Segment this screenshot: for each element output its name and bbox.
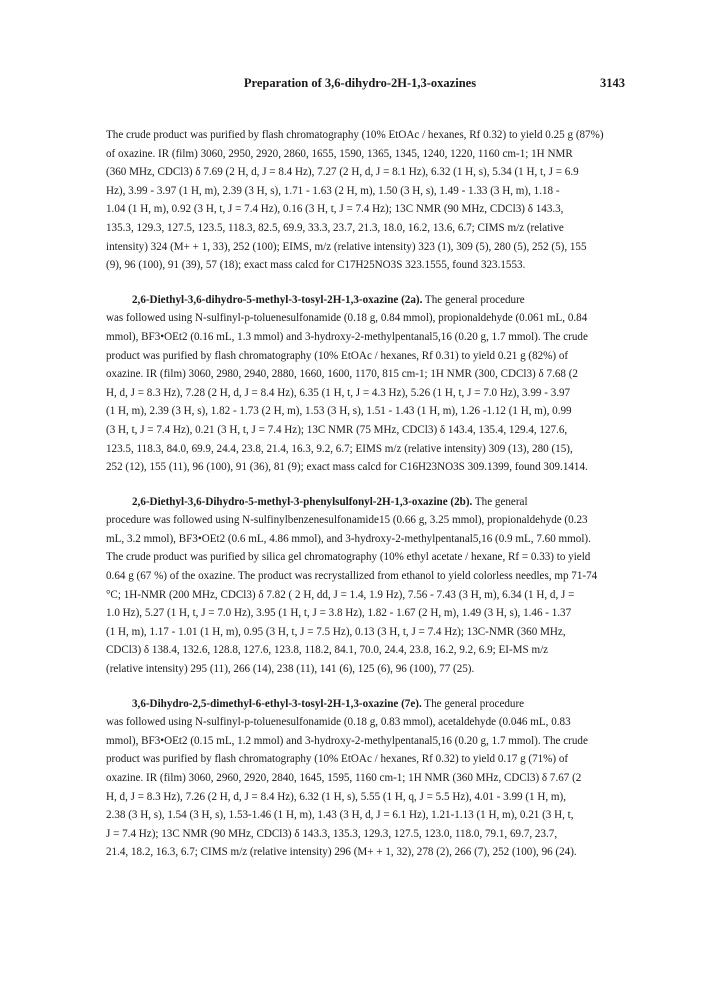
text-line: was followed using N-sulfinyl-p-toluenesulfonamide (0.18 g, 0.83 mmol), acetaldehyde (0.046 mL, 0.83 bbox=[106, 716, 571, 729]
text-line: CDCl3) δ 138.4, 132.6, 128.8, 127.6, 123.8, 118.2, 84.1, 70.0, 24.4, 23.8, 16.2, 9.2, 6.9; EI-MS m/z bbox=[106, 644, 549, 657]
text-line: intensity) 324 (M+ + 1, 33), 252 (100); EIMS, m/z (relative intensity) 323 (1), 309 (5), 280 (5), 252 (5), 155 bbox=[106, 240, 587, 253]
text-line: 1.0 Hz), 5.27 (1 H, t, J = 7.0 Hz), 3.95 (1 H, t, J = 3.8 Hz), 1.82 - 1.67 (2 H, m), 1.49 (3 H, s), 1.46 - 1.37 bbox=[106, 607, 572, 620]
text-line: 123.5, 118.3, 84.0, 69.9, 24.4, 23.8, 21.4, 16.3, 9.2, 6.7; EIMS m/z (relative intensity) 309 (13), 280 (15), bbox=[106, 442, 573, 455]
text-line: of oxazine. IR (film) 3060, 2950, 2920, 2860, 1655, 1590, 1365, 1345, 1240, 1220, 1160 cm-1; 1H NMR bbox=[106, 147, 573, 160]
text-line: H, d, J = 8.3 Hz), 7.26 (2 H, d, J = 8.4 Hz), 6.32 (1 H, s), 5.55 (1 H, q, J = 5.5 Hz), 4.01 - 3.99 (1 H, m), bbox=[106, 790, 567, 803]
text-line: 135.3, 129.3, 127.5, 123.5, 118.3, 82.5, 69.9, 33.3, 23.7, 21.3, 18.0, 16.2, 13.6, 6.7; CIMS m/z (relative bbox=[106, 221, 564, 234]
text-line: mL, 3.2 mmol), BF3•OEt2 (0.6 mL, 4.86 mmol), and 3-hydroxy-2-methylpentanal5,16 (0.9 mL, 7.60 mmol). bbox=[106, 532, 591, 545]
text-line: oxazine. IR (film) 3060, 2960, 2920, 2840, 1645, 1595, 1160 cm-1; 1H NMR (360 MHz, CDCl3) δ 7.67 (2 bbox=[106, 772, 582, 784]
compound-heading: 2,6-Diethyl-3,6-dihydro-5-methyl-3-tosyl-2H-1,3-oxazine (2a). bbox=[132, 293, 423, 306]
text-line: (1 H, m), 2.39 (3 H, s), 1.82 - 1.73 (2 H, m), 1.53 (3 H, s), 1.51 - 1.43 (1 H, m), 1.26 -1.12 (1 H, m), 0.99 bbox=[106, 405, 572, 418]
text-line: (relative intensity) 295 (11), 266 (14), 238 (11), 141 (6), 125 (6), 96 (100), 77 (25). bbox=[106, 663, 475, 676]
text-line: Hz), 3.99 - 3.97 (1 H, m), 2.39 (3 H, s), 1.71 - 1.63 (2 H, m), 1.50 (3 H, s), 1.49 - 1.33 (3 H, m), 1.18 - bbox=[106, 184, 560, 197]
text-line: H, d, J = 8.3 Hz), 7.28 (2 H, d, J = 8.4 Hz), 6.35 (1 H, t, J = 4.3 Hz), 5.26 (1 H, t, J = 7.0 Hz), 3.99 - 3.97 bbox=[106, 386, 571, 399]
text-line: 252 (12), 155 (11), 96 (100), 91 (36), 81 (9); exact mass calcd for C16H23NO3S 309.1399, found 309.1414. bbox=[106, 461, 588, 474]
text-line: product was purified by flash chromatography (10% EtOAc / hexanes, Rf 0.31) to yield 0.21 g (82%) of bbox=[106, 349, 569, 362]
text-line: 0.64 g (67 %) of the oxazine. The product was recrystallized from ethanol to yield colorless needles, mp 71-74 bbox=[106, 570, 598, 583]
main-text bbox=[106, 126, 636, 862]
text-fragment: The general procedure bbox=[421, 697, 525, 710]
text-line: mmol), BF3•OEt2 (0.15 mL, 1.2 mmol) and 3-hydroxy-2-methylpentanal5,16 (0.20 g, 1.7 mmol). The crude bbox=[106, 734, 588, 747]
text-line: (9), 96 (100), 91 (39), 57 (18); exact mass calcd for C17H25NO3S 323.1555, found 323.1553. bbox=[106, 259, 526, 272]
page-number: 3143 bbox=[600, 76, 625, 90]
text-line: The crude product was purified by flash chromatography (10% EtOAc / hexanes, Rf 0.32) to yield 0.25 g (87%) bbox=[106, 129, 604, 141]
running-title: Preparation of 3,6-dihydro-2H-1,3-oxazines bbox=[243, 76, 477, 90]
text-line bbox=[106, 695, 636, 714]
text-line bbox=[106, 493, 636, 512]
text-line: product was purified by flash chromatography (10% EtOAc / hexanes, Rf 0.32) to yield 0.17 g (71%) of bbox=[106, 753, 569, 766]
text-line: (360 MHz, CDCl3) δ 7.69 (2 H, d, J = 8.4 Hz), 7.27 (2 H, d, J = 8.1 Hz), 6.32 (1 H, s), 5.34 (1 H, t, J = 6.9 bbox=[106, 166, 579, 179]
text-fragment: The general bbox=[472, 495, 528, 508]
text-line bbox=[106, 291, 636, 310]
paragraph-7e bbox=[106, 695, 636, 862]
paragraph-2b bbox=[106, 493, 636, 679]
compound-heading: 2,6-Diethyl-3,6-Dihydro-5-methyl-3-phenylsulfonyl-2H-1,3-oxazine (2b). bbox=[132, 495, 473, 508]
paragraph-2a bbox=[106, 291, 636, 477]
text-line: 21.4, 18.2, 16.3, 6.7; CIMS m/z (relative intensity) 296 (M+ + 1, 32), 278 (2), 266 (7), 252 (100), 96 (24). bbox=[106, 846, 577, 859]
text-line: mmol), BF3•OEt2 (0.16 mL, 1.3 mmol) and 3-hydroxy-2-methylpentanal5,16 (0.20 g, 1.7 mmol). The crude bbox=[106, 330, 588, 343]
text-line: (3 H, t, J = 7.4 Hz), 0.21 (3 H, t, J = 7.4 Hz); 13C NMR (75 MHz, CDCl3) δ 143.4, 135.4, 129.4, 127.6, bbox=[106, 423, 568, 436]
paragraph-1 bbox=[106, 126, 636, 275]
text-line: oxazine. IR (film) 3060, 2980, 2940, 2880, 1660, 1600, 1170, 815 cm-1; 1H NMR (300, CDCl3) δ 7.68 (2 bbox=[106, 368, 578, 381]
text-line: The crude product was purified by silica gel chromatography (10% ethyl acetate / hexane, Rf = 0.33) to yield bbox=[106, 551, 591, 564]
text-line: was followed using N-sulfinyl-p-toluenesulfonamide (0.18 g, 0.84 mmol), propionaldehyde (0.061 mL, 0.84 bbox=[106, 312, 588, 325]
text-line: procedure was followed using N-sulfinylbenzenesulfonamide15 (0.66 g, 3.25 mmol), propionaldehyde (0.23 bbox=[106, 514, 588, 527]
compound-heading: 3,6-Dihydro-2,5-dimethyl-6-ethyl-3-tosyl-2H-1,3-oxazine (7e). bbox=[132, 697, 422, 710]
text-line: (1 H, m), 1.17 - 1.01 (1 H, m), 0.95 (3 H, t, J = 7.5 Hz), 0.13 (3 H, t, J = 7.4 Hz); 13C-NMR (360 MHz, bbox=[106, 625, 566, 638]
text-line: °C; 1H-NMR (200 MHz, CDCl3) δ 7.82 ( 2 H, dd, J = 1.4, 1.9 Hz), 7.56 - 7.43 (3 H, m), 6.34 (1 H, d, J = bbox=[106, 588, 575, 601]
page-header bbox=[0, 76, 720, 96]
text-line: J = 7.4 Hz); 13C NMR (90 MHz, CDCl3) δ 143.3, 135.3, 129.3, 127.5, 123.0, 118.0, 79.1, 69.7, 23.7, bbox=[106, 827, 558, 840]
text-fragment: The general procedure bbox=[422, 293, 525, 306]
text-line: 2.38 (3 H, s), 1.54 (3 H, s), 1.53-1.46 (1 H, m), 1.43 (3 H, d, J = 6.1 Hz), 1.21-1.13 (1 H, m), 0.21 (3 H, t, bbox=[106, 809, 574, 822]
text-line: 1.04 (1 H, m), 0.92 (3 H, t, J = 7.4 Hz), 0.16 (3 H, t, J = 7.4 Hz); 13C NMR (90 MHz, CDCl3) δ 143.3, bbox=[106, 203, 564, 216]
